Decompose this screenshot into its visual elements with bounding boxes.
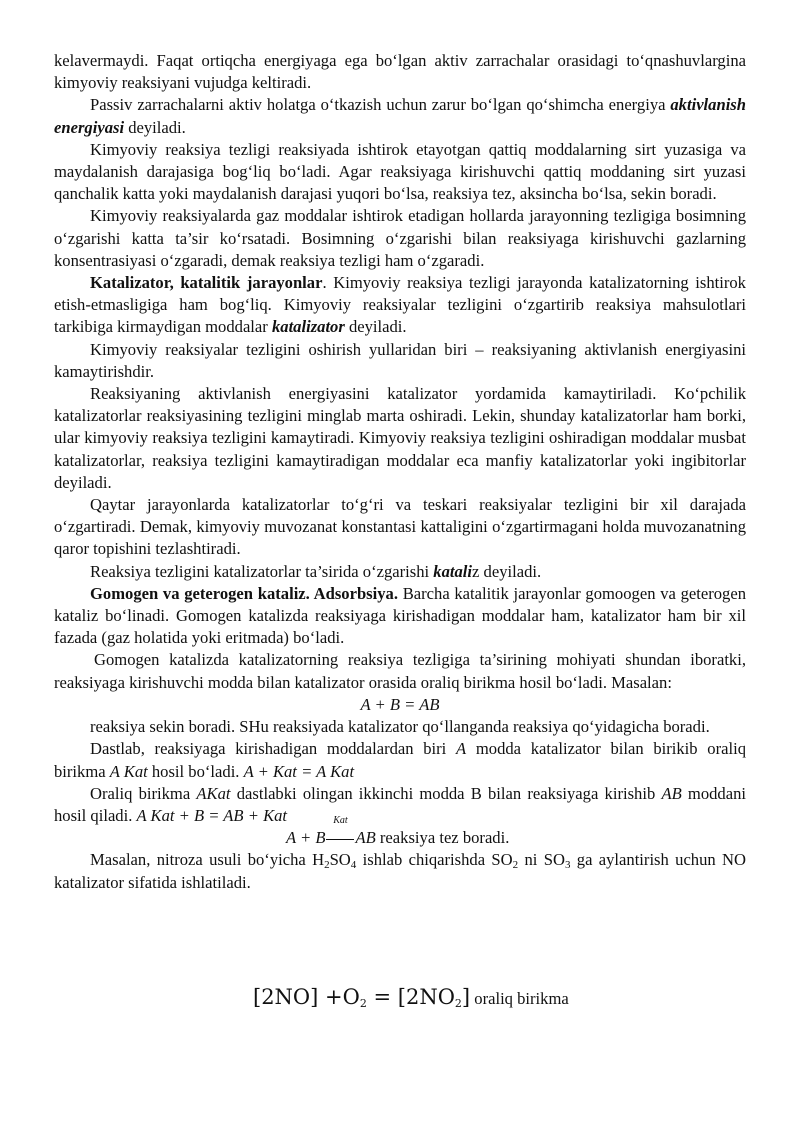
paragraph-surface: Kimyoviy reaksiya tezligi reaksiyada ishtirok etayotgan qattiq moddalarning sirt yuzasiga va maydalanish darajasiga bog‘liq bo‘ladi. Agar reaksiyaga kirishuvchi qattiq moddaning sirt yuzasi qanchalik katta yoki maydalanish darajasi yuqori bo‘lsa, reaksiya tez, aksincha bo‘lsa, sekin boradi. (54, 139, 746, 204)
paragraph-nitroza (54, 849, 746, 893)
subscript: 3 (564, 859, 571, 872)
text: Passiv zarrachalarni aktiv holatga o‘tkazish uchun zarur bo‘lgan qo‘shimcha energiya (90, 95, 671, 115)
term-catalysis: katali (433, 561, 473, 581)
text: hosil bo‘ladi. (147, 761, 244, 781)
equation-left: A + B (286, 828, 326, 848)
text: SO (329, 850, 351, 870)
text: ishlab chiqarishda SO (356, 850, 513, 870)
text: Barcha katalitik jarayonlar gomoogen va geterogen kataliz bo‘linadi. Gomogen katalizda reaksiyaga kirishadigan moddalar ham, katalizator ham bir xil fazada (gaz holatida yoki eritmada) bo‘ladi. (54, 583, 746, 648)
text: deyiladi. (124, 117, 186, 137)
paragraph-reversible: Qaytar jarayonlarda katalizatorlar to‘g‘ri va teskari reaksiyalar tezligini bir xil darajada o‘zgartiradi. Demak, kimyoviy muvozanat konstantasi kattaligini o‘zgartirmagani holda muvozanatning qaror topishini tezlashtiradi. (54, 495, 746, 559)
text: Oraliq birikma (90, 783, 197, 803)
heading-catalyst: Katalizator, katalitik jarayonlar (90, 273, 323, 293)
subscript: 2 (324, 859, 330, 872)
text: moddani hosil qiladi. (54, 783, 747, 825)
equation-left: [2NO] +O (253, 985, 360, 1009)
subscript: 2 (512, 859, 519, 872)
equation-right: ] (461, 985, 471, 1009)
paragraph-pressure: Kimyoviy reaksiyalarda gaz moddalar ishtirok etadigan hollarda jarayonning tezligiga bosimning o‘zgarishi katta ta’sir ko‘rsatadi. Bosimning o‘zgarishi bilan reaksiyaga kirishuvchi gazlarning konsentrasiyasi o‘zgaradi, demak reaksiya tezligi ham o‘zgaradi. (54, 206, 746, 270)
subscript: 2 (359, 997, 367, 1010)
subscript: 2 (454, 997, 462, 1010)
paragraph-1: kelavermaydi. Faqat ortiqcha energiyaga ega bo‘lgan aktiv zarrachalar orasidagi to‘qnashuvlarginа kimyoviy reaksiyani vujudga keltiradi. (54, 51, 746, 93)
text: z deyiladi. (472, 561, 542, 581)
arrow-label: Kat (333, 815, 348, 827)
text: Masalan, nitroza usuli bo‘yicha H (90, 850, 325, 870)
reaction-arrow (325, 815, 355, 849)
equation-step1: A + Kat = A Kat (243, 761, 355, 781)
paragraph-step2 (54, 783, 746, 827)
text: reaksiya tez boradi. (375, 828, 510, 848)
heading-homogeneous: Gomogen va geterogen kataliz. Adsorbsiya. (90, 583, 398, 603)
equation-step2: A Kat + B = AB + Kat (136, 805, 288, 825)
paragraph-intermediate: Gomogen katalizda katalizatorning reaksiya tezligiga ta’sirining mohiyati shundan iboratki, reaksiyaga kirishuvchi modda bilan katalizator orasida oraliq birikma hosil bo‘ladi. Masalan: (54, 650, 746, 692)
document-body (54, 50, 746, 894)
text: modda katalizator bilan birikib oraliq birikma (54, 739, 746, 781)
paragraph-slow: reaksiya sekin boradi. SHu reaksiyada katalizator qo‘llanganda reaksiya qo‘yidagicha boradi. (90, 717, 710, 737)
text: . Kimyoviy reaksiya tezligi jarayonda katalizatorning ishtirok etish-etmasligiga ham bog‘liq. Kimyoviy reaksiyalar tezligini o‘zgartirib reaksiya mahsulotlari tarkibiga kirmaydigan moddalar (54, 273, 746, 337)
paragraph-catalyst (54, 272, 746, 339)
paragraph-catalysis-def (54, 561, 746, 583)
equation-note: oraliq birikma (470, 989, 569, 1008)
equation-no-o2 (253, 985, 569, 1009)
text: deyiladi. (344, 317, 407, 337)
symbol-ab: AB (661, 783, 682, 803)
equation-middle: = [2NO (366, 985, 455, 1009)
text: Dastlab, reaksiyaga kirishadigan moddalardan biri (90, 739, 457, 759)
paragraph-inhibitors: Reaksiyaning aktivlanish energiyasini katalizator yordamida kamaytiriladi. Ko‘pchilik katalizatorlar reaksiyasining tezligini minglab marta oshiradi. Lekin, shunday katalizatorlar ham borki, ular kimyoviy reaksiya tezligini kamaytiradi. Kimyoviy reaksiya tezligini oshiradigan moddalar musbat katalizatorlar, reaksiya tezligini kamaytiradigan moddalar eca manfiy katalizatorlar yoki ingibitorlar deyiladi. (54, 384, 746, 492)
paragraph-increase-rate: Kimyoviy reaksiyalar tezligini oshirish yullaridan biri – reaksiyaning aktivlanish energiyasini kamaytirishdir. (54, 339, 746, 381)
paragraph-step1 (54, 738, 746, 782)
term-catalyst: katalizator (271, 317, 345, 337)
text: Reaksiya tezligini katalizatorlar ta’sirida o‘zgarishi (90, 561, 434, 581)
equation-right: AB (355, 828, 376, 848)
text: ni SO (518, 850, 565, 870)
term-activation-energy: aktivlanish energiyasi (54, 95, 746, 137)
symbol-akat: A Kat (109, 761, 148, 781)
text: ga aylantirish uchun NO katalizator sifatida ishlatiladi. (54, 850, 746, 892)
symbol-a: A (456, 739, 467, 759)
symbol-akat: AKat (196, 783, 231, 803)
paragraph-activation-energy (54, 94, 746, 138)
arrow-line (326, 839, 354, 840)
subscript: 4 (350, 859, 357, 872)
text: dastlabki olingan ikkinchi modda B bilan reaksiyaga kirishib (230, 783, 662, 803)
paragraph-homogeneous (54, 583, 746, 650)
equation-a-plus-b: A + B = AB (360, 694, 440, 714)
